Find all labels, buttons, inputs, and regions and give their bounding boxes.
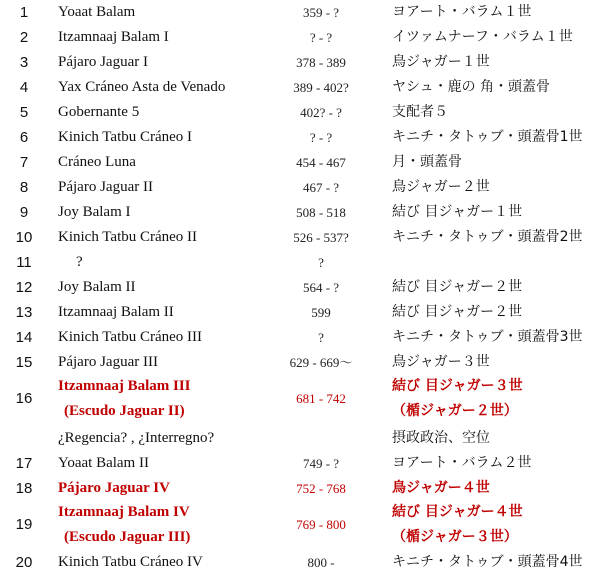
reign-years: 389 - 402?: [293, 80, 349, 95]
japanese-name: キニチ・タトゥブ・頭蓋骨2世: [392, 229, 583, 245]
reign-years: ?: [318, 255, 324, 270]
japanese-name: 鳥ジャガー２世: [392, 179, 490, 195]
ruler-name: Cráneo Luna: [58, 154, 136, 170]
ruler-name: Kinich Tatbu Cráneo IV: [58, 554, 203, 570]
row-number: 19: [15, 516, 33, 533]
row-number: 7: [19, 154, 29, 171]
japanese-name: [392, 374, 523, 424]
japanese-name: 月・頭蓋骨: [392, 154, 462, 170]
japanese-name: [392, 500, 523, 550]
ruler-name: Yax Cráneo Asta de Venado: [58, 79, 226, 95]
ruler-name: Kinich Tatbu Cráneo I: [58, 129, 193, 145]
row-number: 11: [16, 254, 32, 271]
japanese-name: 結び 目ジャガー２世: [392, 304, 523, 320]
ruler-name: Pájaro Jaguar III: [58, 354, 158, 370]
japanese-name: ヤシュ・鹿の 角・頭蓋骨: [392, 79, 551, 95]
reign-years: 359 - ?: [302, 5, 340, 20]
reign-years: 681 - 742: [296, 391, 346, 406]
ruler-name: Yoaat Balam II: [58, 455, 149, 471]
ruler-name: Pájaro Jaguar IV: [58, 480, 170, 496]
reign-years: 629 - 669～: [289, 355, 353, 370]
reign-years: [250, 426, 392, 451]
reign-years: 749 - ?: [302, 456, 340, 471]
row-number: 12: [15, 279, 33, 296]
reign-years: 402? - ?: [300, 105, 342, 120]
row-number: [0, 426, 48, 451]
ruler-name: [58, 500, 190, 550]
row-number: 3: [19, 54, 29, 71]
row-number: 16: [15, 390, 33, 407]
row-number: 20: [15, 554, 33, 571]
japanese-name: ヨアート・バラム１世: [392, 4, 532, 20]
ruler-name: Itzamnaaj Balam II: [58, 304, 174, 320]
row-number: 13: [15, 304, 33, 321]
ruler-name: Gobernante 5: [58, 104, 140, 120]
japanese-name: 結び 目ジャガー２世: [392, 279, 523, 295]
ruler-name-line2: (Escudo Jaguar II): [64, 403, 185, 419]
japanese-name: イツァムナーフ・バラム１世: [392, 29, 573, 45]
row-number: 10: [15, 229, 33, 246]
row-number: 18: [15, 480, 33, 497]
japanese-name: キニチ・タトゥブ・頭蓋骨4世: [392, 554, 583, 570]
reign-years: 800 -: [307, 555, 335, 570]
row-number: 4: [19, 79, 29, 96]
row-number: 2: [19, 29, 29, 46]
ruler-name: ?: [76, 254, 83, 270]
japanese-name-line1: 結び 目ジャガー３世: [392, 378, 523, 394]
row-number: 15: [15, 354, 33, 371]
reign-years: 599: [311, 305, 331, 320]
ruler-name: Joy Balam I: [58, 204, 131, 220]
ruler-name: Kinich Tatbu Cráneo III: [58, 329, 203, 345]
reign-years: 564 - ?: [302, 280, 340, 295]
reign-years: 752 - 768: [296, 481, 346, 496]
reign-years: 378 - 389: [296, 55, 346, 70]
japanese-name-line2: （楯ジャガー２世）: [392, 403, 518, 419]
row-number: 9: [19, 204, 29, 221]
row-number: 1: [19, 4, 29, 21]
ruler-name: Yoaat Balam: [58, 4, 136, 20]
ruler-name: Pájaro Jaguar I: [58, 54, 148, 70]
ruler-name: Joy Balam II: [58, 279, 136, 295]
ruler-name-line2: (Escudo Jaguar III): [64, 529, 191, 545]
japanese-name-line1: 結び 目ジャガー４世: [392, 504, 523, 520]
japanese-name: ヨアート・バラム２世: [392, 455, 532, 471]
japanese-name: キニチ・タトゥブ・頭蓋骨1世: [392, 129, 583, 145]
reign-years: 467 - ?: [302, 180, 340, 195]
reign-years: ?: [318, 330, 324, 345]
japanese-note: 摂政政治、空位: [392, 430, 490, 446]
japanese-name: 鳥ジャガー３世: [392, 354, 490, 370]
ruler-name: Itzamnaaj Balam I: [58, 29, 169, 45]
row-number: 5: [19, 104, 29, 121]
ruler-name: Pájaro Jaguar II: [58, 179, 153, 195]
japanese-name: キニチ・タトゥブ・頭蓋骨3世: [392, 329, 583, 345]
japanese-name: 鳥ジャガー１世: [392, 54, 490, 70]
japanese-name-line2: （楯ジャガー３世）: [392, 529, 518, 545]
ruler-name-line1: Itzamnaaj Balam IV: [58, 504, 190, 520]
ruler-name: Kinich Tatbu Cráneo II: [58, 229, 198, 245]
reign-years: ? - ?: [309, 30, 333, 45]
reign-years: 769 - 800: [296, 517, 346, 532]
row-number: 14: [15, 329, 33, 346]
reign-years: 454 - 467: [296, 155, 346, 170]
ruler-name-line1: Itzamnaaj Balam III: [58, 378, 191, 394]
japanese-name: 鳥ジャガー４世: [392, 480, 490, 496]
reign-years: ? - ?: [309, 130, 333, 145]
ruler-name: [58, 374, 191, 424]
reign-years: 526 - 537?: [293, 230, 349, 245]
row-number: 17: [15, 455, 33, 472]
row-number: 8: [19, 179, 29, 196]
reign-years: 508 - 518: [296, 205, 346, 220]
regency-note: ¿Regencia? , ¿Interregno?: [58, 430, 215, 446]
japanese-name: 支配者５: [392, 104, 448, 120]
japanese-name: 結び 目ジャガー１世: [392, 204, 523, 220]
row-number: 6: [19, 129, 29, 146]
